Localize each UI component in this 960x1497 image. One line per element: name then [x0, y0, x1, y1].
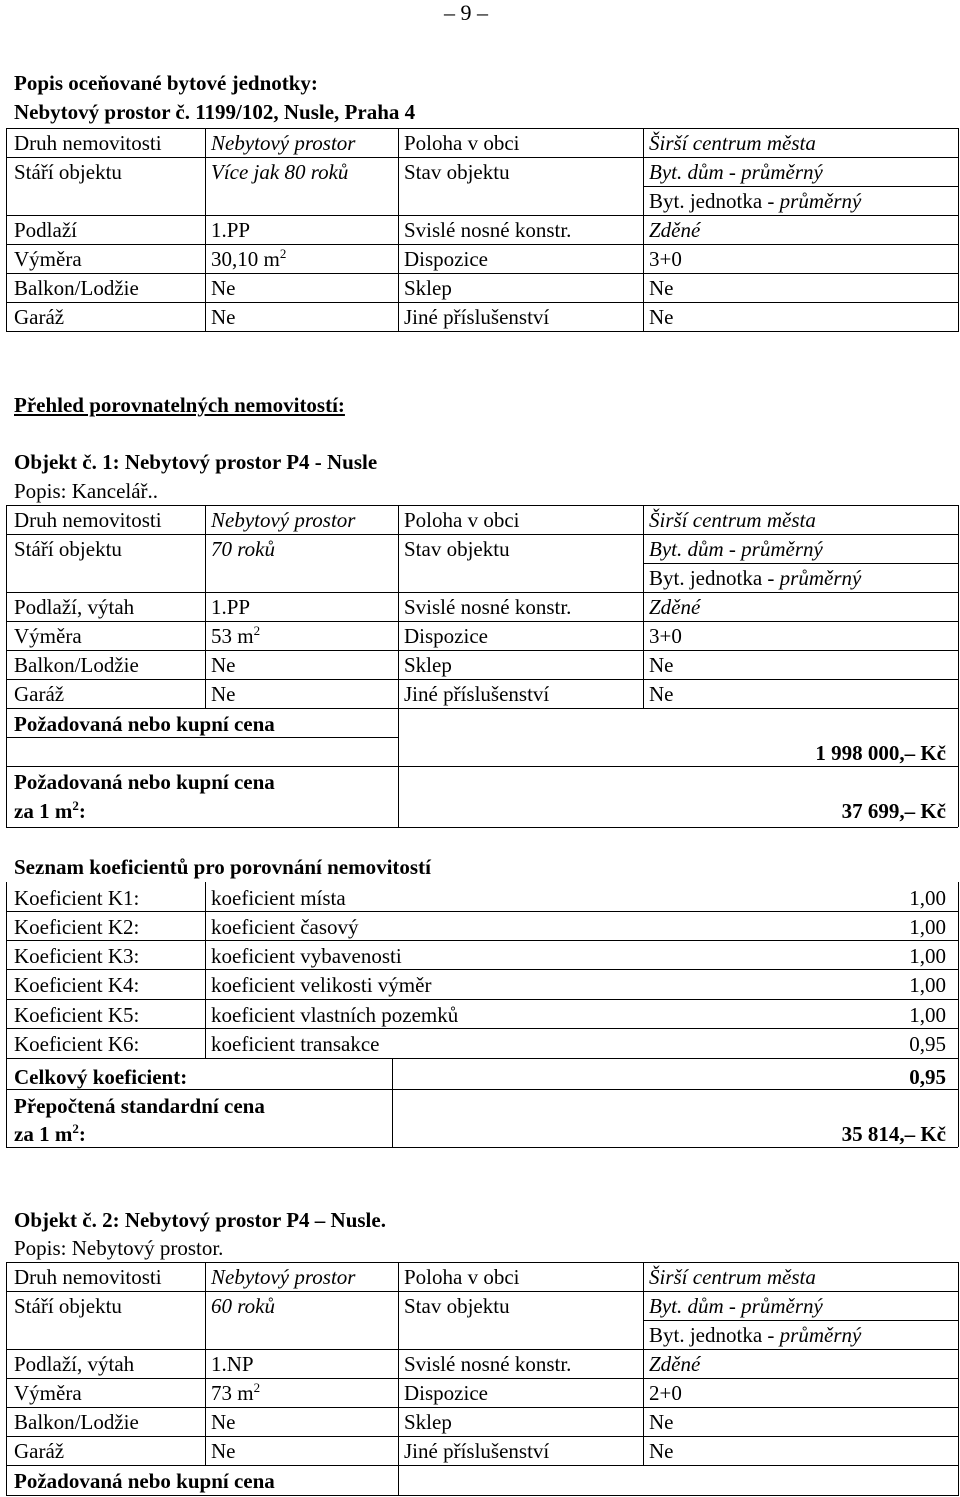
coef-title: Seznam koeficientů pro porovnání nemovitostí [14, 855, 431, 879]
table-cell: Svislé nosné konstr. [404, 595, 572, 619]
coef-name: Koeficient K1: [14, 886, 140, 910]
rule-line [958, 128, 959, 332]
table-cell: Sklep [404, 653, 452, 677]
rule-line [6, 708, 7, 827]
total-coef-value: 0,95 [909, 1065, 946, 1089]
rule-line [6, 534, 958, 535]
table-cell: Ne [211, 276, 236, 300]
table-cell: Poloha v obci [404, 508, 520, 532]
rule-line [6, 1495, 958, 1496]
subject-title: Popis oceňované bytové jednotky: [14, 71, 318, 95]
subject-subtitle: Nebytový prostor č. 1199/102, Nusle, Praha 4 [14, 100, 416, 124]
table-cell: Balkon/Lodžie [14, 653, 139, 677]
object1-title: Objekt č. 1: Nebytový prostor P4 - Nusle [14, 450, 378, 474]
table-cell: Jiné příslušenství [404, 682, 550, 706]
rule-line [392, 1058, 393, 1147]
table-cell: Zděné [649, 1352, 701, 1376]
rule-line [6, 1028, 958, 1029]
price-m2-value: 37 699,– Kč [841, 799, 946, 823]
table-cell: Zděné [649, 595, 701, 619]
std-price-label-unit: za 1 $m^2$: [14, 1121, 86, 1146]
table-cell: Druh nemovitosti [14, 131, 162, 155]
table-cell: 3+0 [649, 624, 682, 648]
coef-value: 1,00 [909, 973, 946, 997]
rule-line [643, 186, 958, 187]
coef-description: koeficient vlastních pozemků [211, 1003, 459, 1027]
price-label: Požadovaná nebo kupní cena [14, 712, 275, 736]
table-cell: Ne [211, 1410, 236, 1434]
table-cell: 70 roků [211, 537, 275, 561]
table-cell: Ne [211, 653, 236, 677]
coef-name: Koeficient K2: [14, 915, 140, 939]
rule-line [643, 563, 958, 564]
rule-line [6, 650, 958, 651]
rule-line [958, 1262, 959, 1466]
rule-line [6, 1058, 958, 1059]
table-cell: Balkon/Lodžie [14, 276, 139, 300]
rule-line [958, 708, 959, 827]
table-cell: 1.NP [211, 1352, 254, 1376]
rule-line [6, 708, 958, 709]
rule-line [6, 1147, 958, 1148]
rule-line [205, 882, 206, 1058]
rule-line [6, 1378, 958, 1379]
rule-line [958, 1465, 959, 1496]
table-cell: Ne [649, 1410, 674, 1434]
rule-line [6, 969, 958, 970]
rule-line [6, 766, 958, 767]
rule-line [398, 128, 399, 332]
rule-line [6, 1262, 958, 1263]
rule-line [6, 331, 958, 332]
table-cell: Dispozice [404, 624, 488, 648]
coef-value: 1,00 [909, 1003, 946, 1027]
table-cell: 1.PP [211, 218, 251, 242]
table-cell: Sklep [404, 276, 452, 300]
rule-line [6, 244, 958, 245]
table-cell: 53 $m^2$ [211, 623, 261, 648]
table-cell: Jiné příslušenství [404, 305, 550, 329]
rule-line [6, 1089, 958, 1090]
table-cell: Byt. dům - průměrný [649, 537, 823, 561]
rule-line [6, 302, 958, 303]
table-cell: Ne [211, 1439, 236, 1463]
table-cell: 1.PP [211, 595, 251, 619]
table-cell: Byt. jednotka - průměrný [649, 566, 862, 590]
coef-name: Koeficient K5: [14, 1003, 140, 1027]
object2-description: Popis: Nebytový prostor. [14, 1236, 224, 1260]
coef-description: koeficient velikosti výměr [211, 973, 432, 997]
table-cell: Nebytový prostor [211, 508, 356, 532]
price-m2-label: Požadovaná nebo kupní cena [14, 770, 275, 794]
coef-description: koeficient transakce [211, 1032, 380, 1056]
table-cell: Podlaží, výtah [14, 595, 135, 619]
rule-line [6, 1291, 958, 1292]
table-cell: Garáž [14, 305, 65, 329]
table-cell: Dispozice [404, 247, 488, 271]
table-cell: Stav objektu [404, 1294, 510, 1318]
rule-line [6, 1465, 7, 1496]
rule-line [6, 999, 958, 1000]
rule-line [6, 737, 398, 738]
coef-name: Koeficient K6: [14, 1032, 140, 1056]
page-number: – 9 – [444, 0, 488, 25]
table-cell: Jiné příslušenství [404, 1439, 550, 1463]
rule-line [398, 1465, 399, 1496]
rule-line [6, 911, 958, 912]
rule-line [6, 157, 958, 158]
table-cell: Byt. jednotka - průměrný [649, 1323, 862, 1347]
table-cell: Garáž [14, 682, 65, 706]
rule-line [6, 1407, 958, 1408]
coef-value: 1,00 [909, 944, 946, 968]
price-m2-label-unit: za 1 $m^2$: [14, 798, 86, 823]
table-cell: Sklep [404, 1410, 452, 1434]
table-cell: 73 $m^2$ [211, 1380, 261, 1405]
table-cell: Ne [649, 1439, 674, 1463]
rule-line [205, 1262, 206, 1466]
table-cell: Ne [211, 305, 236, 329]
table-cell: Poloha v obci [404, 131, 520, 155]
coef-description: koeficient místa [211, 886, 346, 910]
rule-line [643, 1320, 958, 1321]
table-cell: Více jak 80 roků [211, 160, 349, 184]
object1-description: Popis: Kancelář.. [14, 479, 159, 503]
rule-line [6, 128, 7, 332]
table-cell: Dispozice [404, 1381, 488, 1405]
rule-line [6, 882, 7, 1147]
coef-value: 0,95 [909, 1032, 946, 1056]
table-cell: 30,10 $m^2$ [211, 246, 287, 271]
table-cell: Ne [649, 305, 674, 329]
rule-line [643, 1262, 644, 1466]
rule-line [205, 128, 206, 332]
coef-value: 1,00 [909, 915, 946, 939]
rule-line [6, 505, 958, 506]
table-cell: Ne [649, 682, 674, 706]
table-cell: Druh nemovitosti [14, 1265, 162, 1289]
std-price-value: 35 814,– Kč [841, 1122, 946, 1146]
coef-name: Koeficient K3: [14, 944, 140, 968]
object2-title: Objekt č. 2: Nebytový prostor P4 – Nusle. [14, 1208, 386, 1232]
rule-line [6, 940, 958, 941]
rule-line [6, 679, 958, 680]
table-cell: Svislé nosné konstr. [404, 218, 572, 242]
table-cell: Poloha v obci [404, 1265, 520, 1289]
std-price-label: Přepočtená standardní cena [14, 1094, 265, 1118]
table-cell: Zděné [649, 218, 701, 242]
coef-name: Koeficient K4: [14, 973, 140, 997]
table-cell: Garáž [14, 1439, 65, 1463]
coef-description: koeficient vybavenosti [211, 944, 402, 968]
table-cell: Byt. dům - průměrný [649, 1294, 823, 1318]
coef-value: 1,00 [909, 886, 946, 910]
table-cell: Podlaží [14, 218, 77, 242]
rule-line [6, 1465, 958, 1466]
table-cell: Širší centrum města [649, 131, 816, 155]
table-cell: Širší centrum města [649, 508, 816, 532]
rule-line [643, 505, 644, 709]
table-cell: Výměra [14, 1381, 82, 1405]
table-cell: Ne [649, 276, 674, 300]
table-cell: Druh nemovitosti [14, 508, 162, 532]
table-cell: 3+0 [649, 247, 682, 271]
coef-description: koeficient časový [211, 915, 359, 939]
table-cell: Stav objektu [404, 160, 510, 184]
rule-line [398, 505, 399, 709]
rule-line [6, 592, 958, 593]
table-cell: Svislé nosné konstr. [404, 1352, 572, 1376]
table-cell: Nebytový prostor [211, 1265, 356, 1289]
table-cell: 2+0 [649, 1381, 682, 1405]
rule-line [6, 128, 958, 129]
table-cell: Nebytový prostor [211, 131, 356, 155]
rule-line [958, 882, 959, 1147]
table-cell: Byt. jednotka - průměrný [649, 189, 862, 213]
table-cell: 60 roků [211, 1294, 275, 1318]
rule-line [398, 1262, 399, 1466]
rule-line [6, 1436, 958, 1437]
object2-price-label: Požadovaná nebo kupní cena [14, 1469, 275, 1493]
table-cell: Výměra [14, 624, 82, 648]
rule-line [6, 1262, 7, 1466]
table-cell: Balkon/Lodžie [14, 1410, 139, 1434]
table-cell: Širší centrum města [649, 1265, 816, 1289]
table-cell: Podlaží, výtah [14, 1352, 135, 1376]
table-cell: Byt. dům - průměrný [649, 160, 823, 184]
rule-line [643, 128, 644, 332]
table-cell: Ne [211, 682, 236, 706]
rule-line [6, 827, 958, 828]
table-cell: Stav objektu [404, 537, 510, 561]
rule-line [6, 1349, 958, 1350]
table-cell: Výměra [14, 247, 82, 271]
rule-line [6, 215, 958, 216]
table-cell: Ne [649, 653, 674, 677]
rule-line [6, 505, 7, 709]
rule-line [398, 708, 399, 827]
rule-line [205, 505, 206, 709]
rule-line [958, 505, 959, 709]
table-cell: Stáří objektu [14, 160, 122, 184]
rule-line [6, 273, 958, 274]
overview-title: Přehled porovnatelných nemovitostí: [14, 393, 345, 417]
price-value: 1 998 000,– Kč [815, 741, 946, 765]
total-coef-label: Celkový koeficient: [14, 1065, 188, 1089]
table-cell: Stáří objektu [14, 537, 122, 561]
rule-line [6, 621, 958, 622]
table-cell: Stáří objektu [14, 1294, 122, 1318]
